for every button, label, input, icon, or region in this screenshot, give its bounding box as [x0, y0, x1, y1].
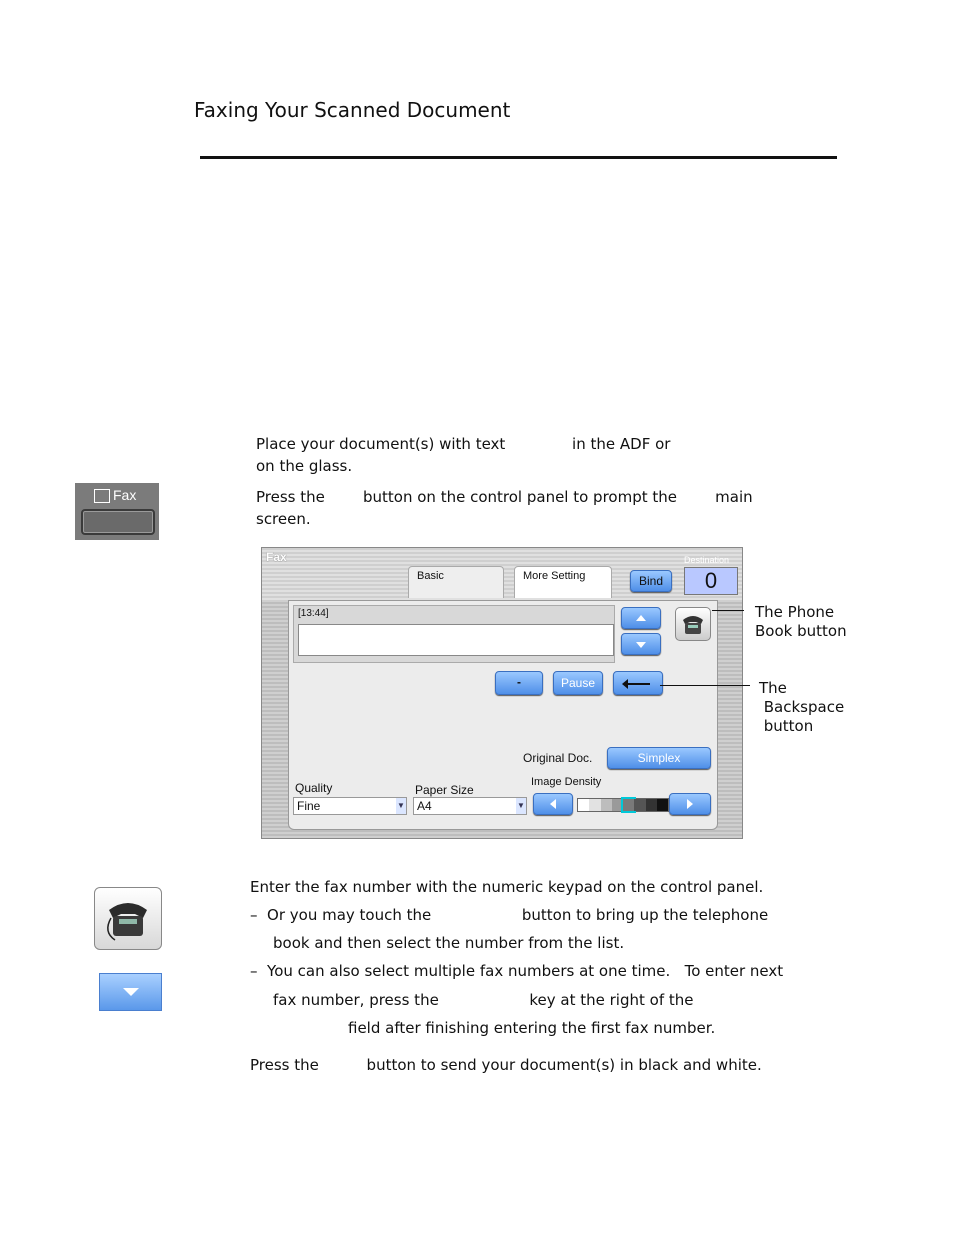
backspace-button[interactable] — [613, 671, 663, 695]
step-3-line-6: field after finishing entering the first fax number. — [348, 1019, 716, 1037]
tab-basic[interactable]: Basic — [408, 566, 504, 598]
density-swatch — [646, 799, 657, 811]
backspace-arrow-icon — [626, 683, 650, 685]
step-3-line-2: – Or you may touch the button to bring up the telephone — [250, 906, 769, 924]
fax-panel — [288, 600, 718, 830]
quality-select[interactable] — [293, 797, 407, 815]
step-3-line-1: Enter the fax number with the numeric keypad on the control panel. — [250, 878, 764, 896]
pause-button[interactable]: Pause — [553, 671, 603, 695]
chevron-down-icon: ▼ — [516, 798, 526, 814]
density-lighter-button[interactable] — [533, 793, 573, 815]
density-swatch — [589, 799, 600, 811]
dash-button[interactable]: - — [495, 671, 543, 695]
arrow-down-icon — [123, 988, 139, 996]
simplex-button[interactable]: Simplex — [607, 747, 711, 769]
fax-screen — [261, 547, 743, 839]
density-darker-button[interactable] — [669, 793, 711, 815]
step-3-line-3: book and then select the number from the list. — [273, 934, 625, 952]
backspace-callout-line — [660, 685, 750, 686]
quality-value: Fine — [297, 799, 321, 813]
density-swatch — [612, 799, 623, 811]
hardware-fax-label: Fax — [113, 487, 137, 503]
quality-label: Quality — [295, 781, 333, 795]
title-rule — [200, 156, 837, 159]
original-doc-label: Original Doc. — [523, 751, 593, 765]
phone-book-callout: The Phone Book button — [755, 603, 847, 640]
density-swatch — [623, 799, 634, 811]
tab-more-setting[interactable]: More Setting — [514, 566, 612, 598]
scroll-up-button[interactable] — [621, 607, 661, 629]
down-arrow-icon-illustration — [99, 973, 162, 1011]
step-3-line-5: fax number, press the key at the right of the — [273, 991, 694, 1009]
paper-size-value: A4 — [417, 799, 432, 813]
telephone-icon — [676, 608, 710, 640]
next-number-button[interactable] — [621, 633, 661, 655]
density-swatch — [634, 799, 645, 811]
chevron-down-icon: ▼ — [396, 798, 406, 814]
clock-time: [13:44] — [298, 608, 329, 619]
fax-number-area — [293, 605, 615, 663]
page-title: Faxing Your Scanned Document — [194, 98, 511, 122]
destination-label: Destination — [684, 555, 730, 565]
step-1-line-1: Place your document(s) with text in the ADF or — [256, 435, 671, 453]
hardware-fax-button — [75, 483, 159, 540]
phone-book-callout-line — [712, 610, 744, 611]
backspace-callout: The Backspace button — [759, 679, 845, 735]
telephone-icon — [95, 888, 161, 949]
fax-number-field[interactable] — [298, 624, 614, 656]
density-swatch — [601, 799, 612, 811]
density-scale — [577, 798, 669, 812]
image-density-label: Image Density — [531, 776, 602, 788]
paper-size-label: Paper Size — [415, 783, 474, 797]
fax-icon — [94, 489, 110, 503]
density-swatch — [578, 799, 589, 811]
destination-count: 0 — [684, 567, 738, 595]
paper-size-select[interactable] — [413, 797, 527, 815]
step-2-line-2: screen. — [256, 510, 311, 528]
arrow-left-icon — [550, 799, 556, 809]
hardware-fax-pad — [81, 509, 155, 535]
bind-button[interactable]: Bind — [630, 570, 672, 592]
step-2-line-1: Press the button on the control panel to prompt the main — [256, 488, 753, 506]
step-3-line-4: – You can also select multiple fax numbers at one time. To enter next — [250, 962, 784, 980]
arrow-down-icon — [636, 642, 646, 648]
phone-book-icon-illustration — [94, 887, 162, 950]
phone-book-button[interactable] — [675, 607, 711, 641]
arrow-right-icon — [687, 799, 693, 809]
step-1-line-2: on the glass. — [256, 457, 353, 475]
screen-title: Fax — [266, 550, 287, 564]
arrow-up-icon — [636, 615, 646, 621]
step-4-line-1: Press the button to send your document(s) in black and white. — [250, 1056, 762, 1074]
density-swatch — [657, 799, 668, 811]
